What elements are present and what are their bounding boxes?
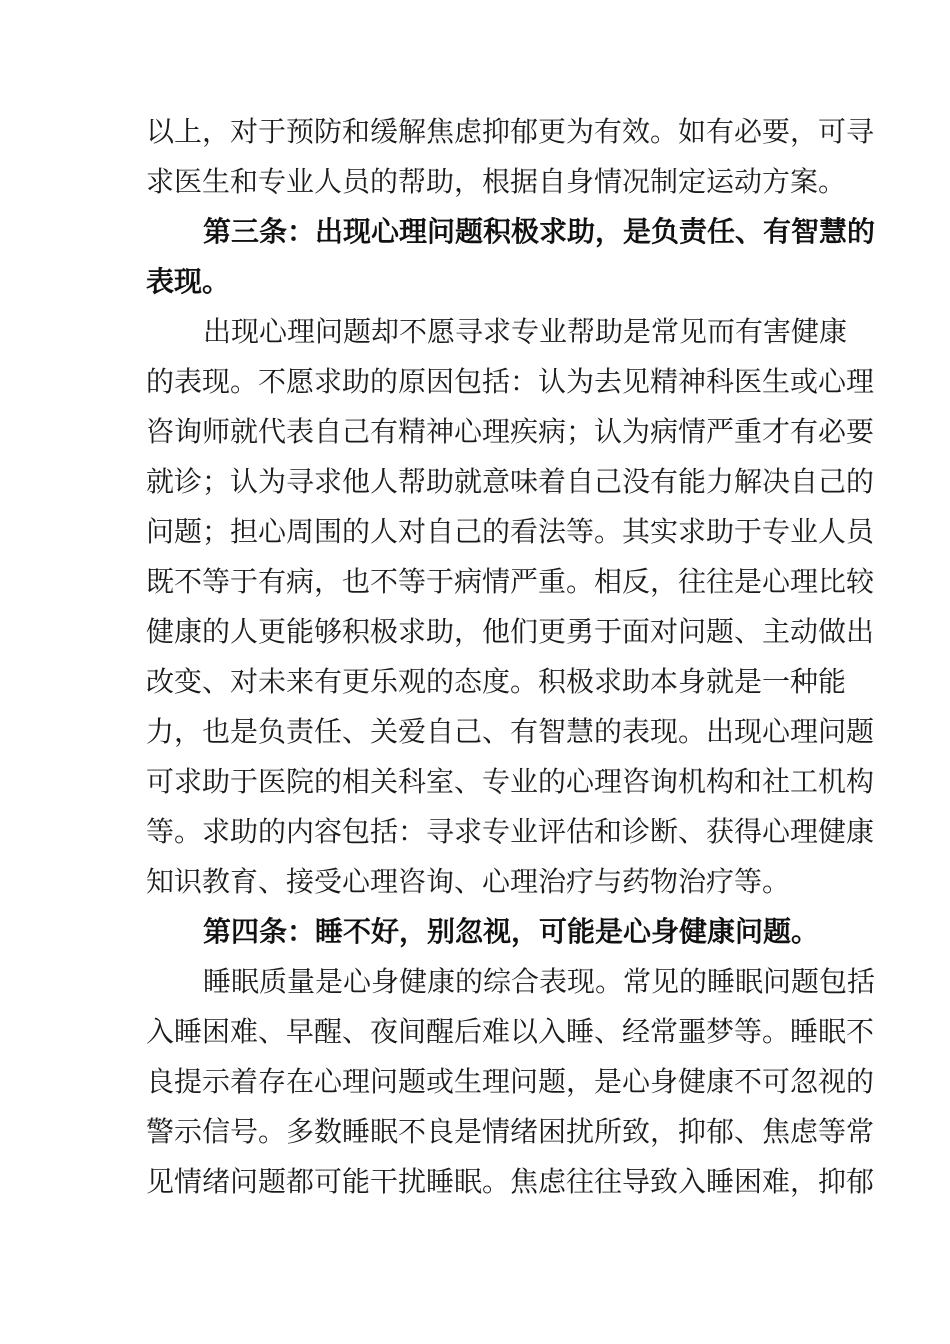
body-text-line: 健康的人更能够积极求助，他们更勇于面对问题、主动做出 bbox=[146, 615, 875, 648]
body-text-line: 既不等于有病，也不等于病情严重。相反，往往是心理比较 bbox=[146, 565, 875, 598]
body-text-line: 问题；担心周围的人对自己的看法等。其实求助于专业人员 bbox=[146, 515, 875, 548]
body-text-line: 良提示着存在心理问题或生理问题，是心身健康不可忽视的 bbox=[146, 1065, 875, 1098]
body-text-line: 可求助于医院的相关科室、专业的心理咨询机构和社工机构 bbox=[146, 765, 875, 798]
body-text-line: 警示信号。多数睡眠不良是情绪困扰所致，抑郁、焦虑等常 bbox=[146, 1115, 875, 1148]
body-text-line: 睡眠质量是心身健康的综合表现。常见的睡眠问题包括 bbox=[203, 965, 876, 998]
section-heading-article-4: 第四条：睡不好，别忽视，可能是心身健康问题。 bbox=[203, 915, 820, 948]
body-text-line: 出现心理问题却不愿寻求专业帮助是常见而有害健康 bbox=[203, 315, 848, 348]
body-text-line: 入睡困难、早醒、夜间醒后难以入睡、经常噩梦等。睡眠不 bbox=[146, 1015, 875, 1048]
section-heading-article-3-cont: 表现。 bbox=[146, 265, 231, 298]
body-text-line: 等。求助的内容包括：寻求专业评估和诊断、获得心理健康 bbox=[146, 815, 875, 848]
body-text-line: 知识教育、接受心理咨询、心理治疗与药物治疗等。 bbox=[146, 865, 791, 898]
body-text-line: 就诊；认为寻求他人帮助就意味着自己没有能力解决自己的 bbox=[146, 465, 875, 498]
body-text-line: 改变、对未来有更乐观的态度。积极求助本身就是一种能 bbox=[146, 665, 847, 698]
body-text-line: 求医生和专业人员的帮助，根据自身情况制定运动方案。 bbox=[146, 165, 847, 198]
section-heading-article-3: 第三条：出现心理问题积极求助，是负责任、有智慧的 bbox=[203, 215, 876, 248]
body-text-line: 见情绪问题都可能干扰睡眠。焦虑往往导致入睡困难，抑郁 bbox=[146, 1165, 875, 1198]
body-text-line: 咨询师就代表自己有精神心理疾病；认为病情严重才有必要 bbox=[146, 415, 875, 448]
body-text-line: 力，也是负责任、关爱自己、有智慧的表现。出现心理问题 bbox=[146, 715, 875, 748]
body-text-line: 以上，对于预防和缓解焦虑抑郁更为有效。如有必要，可寻 bbox=[146, 115, 875, 148]
body-text-line: 的表现。不愿求助的原因包括：认为去见精神科医生或心理 bbox=[146, 365, 875, 398]
